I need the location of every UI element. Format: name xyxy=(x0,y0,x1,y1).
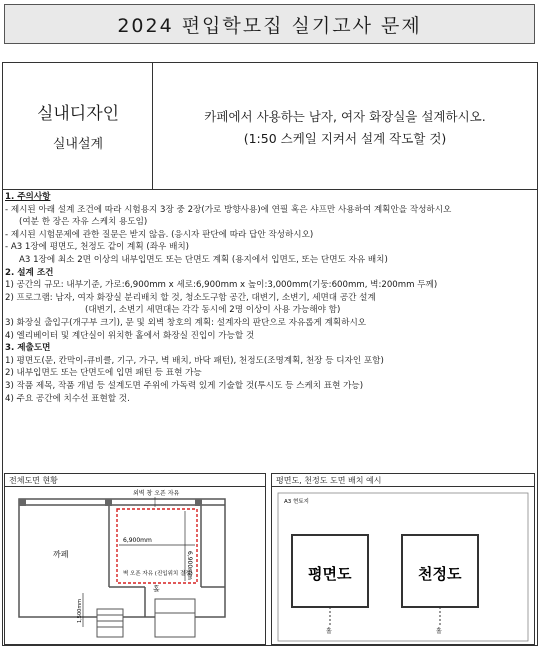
window-note: 외벽 창 오픈 자유 xyxy=(133,490,180,497)
subject-box xyxy=(3,63,153,189)
task-line-2: (1:50 스케일 지켜서 설계 작도할 것) xyxy=(243,131,447,146)
conditions-item-1: 1) 공간의 규모: 내부기준, 가로:6,900mm x 세로:6,900mm x 높이:3,000mm(기둥:600mm, 벽:200mm 두께) xyxy=(5,280,438,291)
wall-note: 벽 오픈 자유 (진입위치 결정) xyxy=(123,571,193,577)
hall-box xyxy=(155,599,195,637)
subject-main: 실내디자인 xyxy=(36,104,120,124)
column-mark xyxy=(195,499,202,506)
layout-example-panel xyxy=(271,473,535,645)
layout-example-label: 평면도, 천정도 도면 배치 예시 xyxy=(276,476,382,485)
layout-example-drawing xyxy=(272,487,534,645)
instructions xyxy=(5,191,535,405)
conditions-item-4: 3) 화장실 출입구(개구부 크기), 문 및 외벽 창호의 계획: 설계자의 판단으로 자유롭게 계획하시오 xyxy=(5,317,367,328)
hall-label-2: 홀 xyxy=(436,628,442,635)
conditions-item-3: (대변기, 소변기 세면대는 각각 동시에 2명 이상이 사용 가능해야 함) xyxy=(85,305,341,316)
site-plan-panel xyxy=(4,473,266,645)
site-plan-drawing xyxy=(5,487,265,645)
hall-label-1: 홀 xyxy=(326,628,332,635)
hall-label: 홀 xyxy=(153,585,160,593)
header-row xyxy=(3,63,537,190)
conditions-item-5: 4) 엘리베이터 및 계단실이 위치한 홀에서 화장실 진입이 가능할 것 xyxy=(5,330,255,341)
subject-sub: 실내설계 xyxy=(52,137,104,152)
sheet-label: A3 현토지 xyxy=(284,499,309,505)
submission-item-4: 4) 주요 공간에 치수선 표현할 것. xyxy=(5,393,130,404)
notes-item-3: - 제시된 시험문제에 관한 질문은 받지 않음. (응시자 판단에 따라 답안 작성하시오) xyxy=(5,229,314,240)
task-line-1: 카페에서 사용하는 남자, 여자 화장실을 설계하시오. xyxy=(204,109,486,124)
ceiling-label: 천정도 xyxy=(418,565,462,583)
dimension-small: 1,500mm xyxy=(77,598,83,623)
dimension-vertical: 6,900mm xyxy=(186,551,193,580)
dimension-horizontal: 6,900mm xyxy=(123,537,152,544)
notes-item-2: (여분 한 장은 자유 스케치 용도임) xyxy=(19,217,148,228)
notes-item-1: - 제시된 아래 설계 조건에 따라 시험용지 3장 중 2장(가로 방향사용)에 연필 혹은 샤프만 사용하여 계획안을 작성하시오 xyxy=(5,204,452,215)
column-mark xyxy=(19,499,26,506)
conditions-heading: 2. 설계 조건 xyxy=(5,267,54,278)
submission-item-3: 3) 작품 제목, 작품 개념 등 설계도면 주위에 가독력 있게 기술할 것(투시도 등 스케치 표현 가능) xyxy=(5,380,364,391)
column-mark xyxy=(105,499,112,506)
plan-label: 평면도 xyxy=(308,565,352,583)
exam-frame xyxy=(2,62,538,646)
submission-item-2: 2) 내부입면도 또는 단면도에 입면 패턴 등 표현 가능 xyxy=(5,368,202,379)
submission-heading: 3. 제출도면 xyxy=(5,343,51,354)
hall-stair xyxy=(97,609,123,637)
submission-item-1: 1) 평면도(문, 칸막이-큐비클, 기구, 가구, 벽 배치, 바닥 패턴), 천정도(조명계획, 천장 등 디자인 포함) xyxy=(5,355,384,366)
notes-item-5: A3 1장에 최소 2면 이상의 내부입면도 또는 단면도 계획 (용지에서 입면도, 또는 단면도 자유 배치) xyxy=(19,254,388,265)
notes-item-4: - A3 1장에 평면도, 천정도 같이 계획 (좌우 배치) xyxy=(5,242,190,253)
task-box xyxy=(153,63,537,189)
page-title: 2024 편입학모집 실기고사 문제 xyxy=(4,4,535,44)
cafe-label: 까페 xyxy=(53,550,69,559)
notes-heading: 1. 주의사항 xyxy=(5,192,51,202)
conditions-item-2: 2) 프로그램: 남자, 여자 화장실 분리배치 할 것, 청소도구함 공간, 대변기, 소변기, 세면대 공간 설계 xyxy=(5,292,376,303)
site-plan-label: 전체도면 현황 xyxy=(9,476,58,485)
